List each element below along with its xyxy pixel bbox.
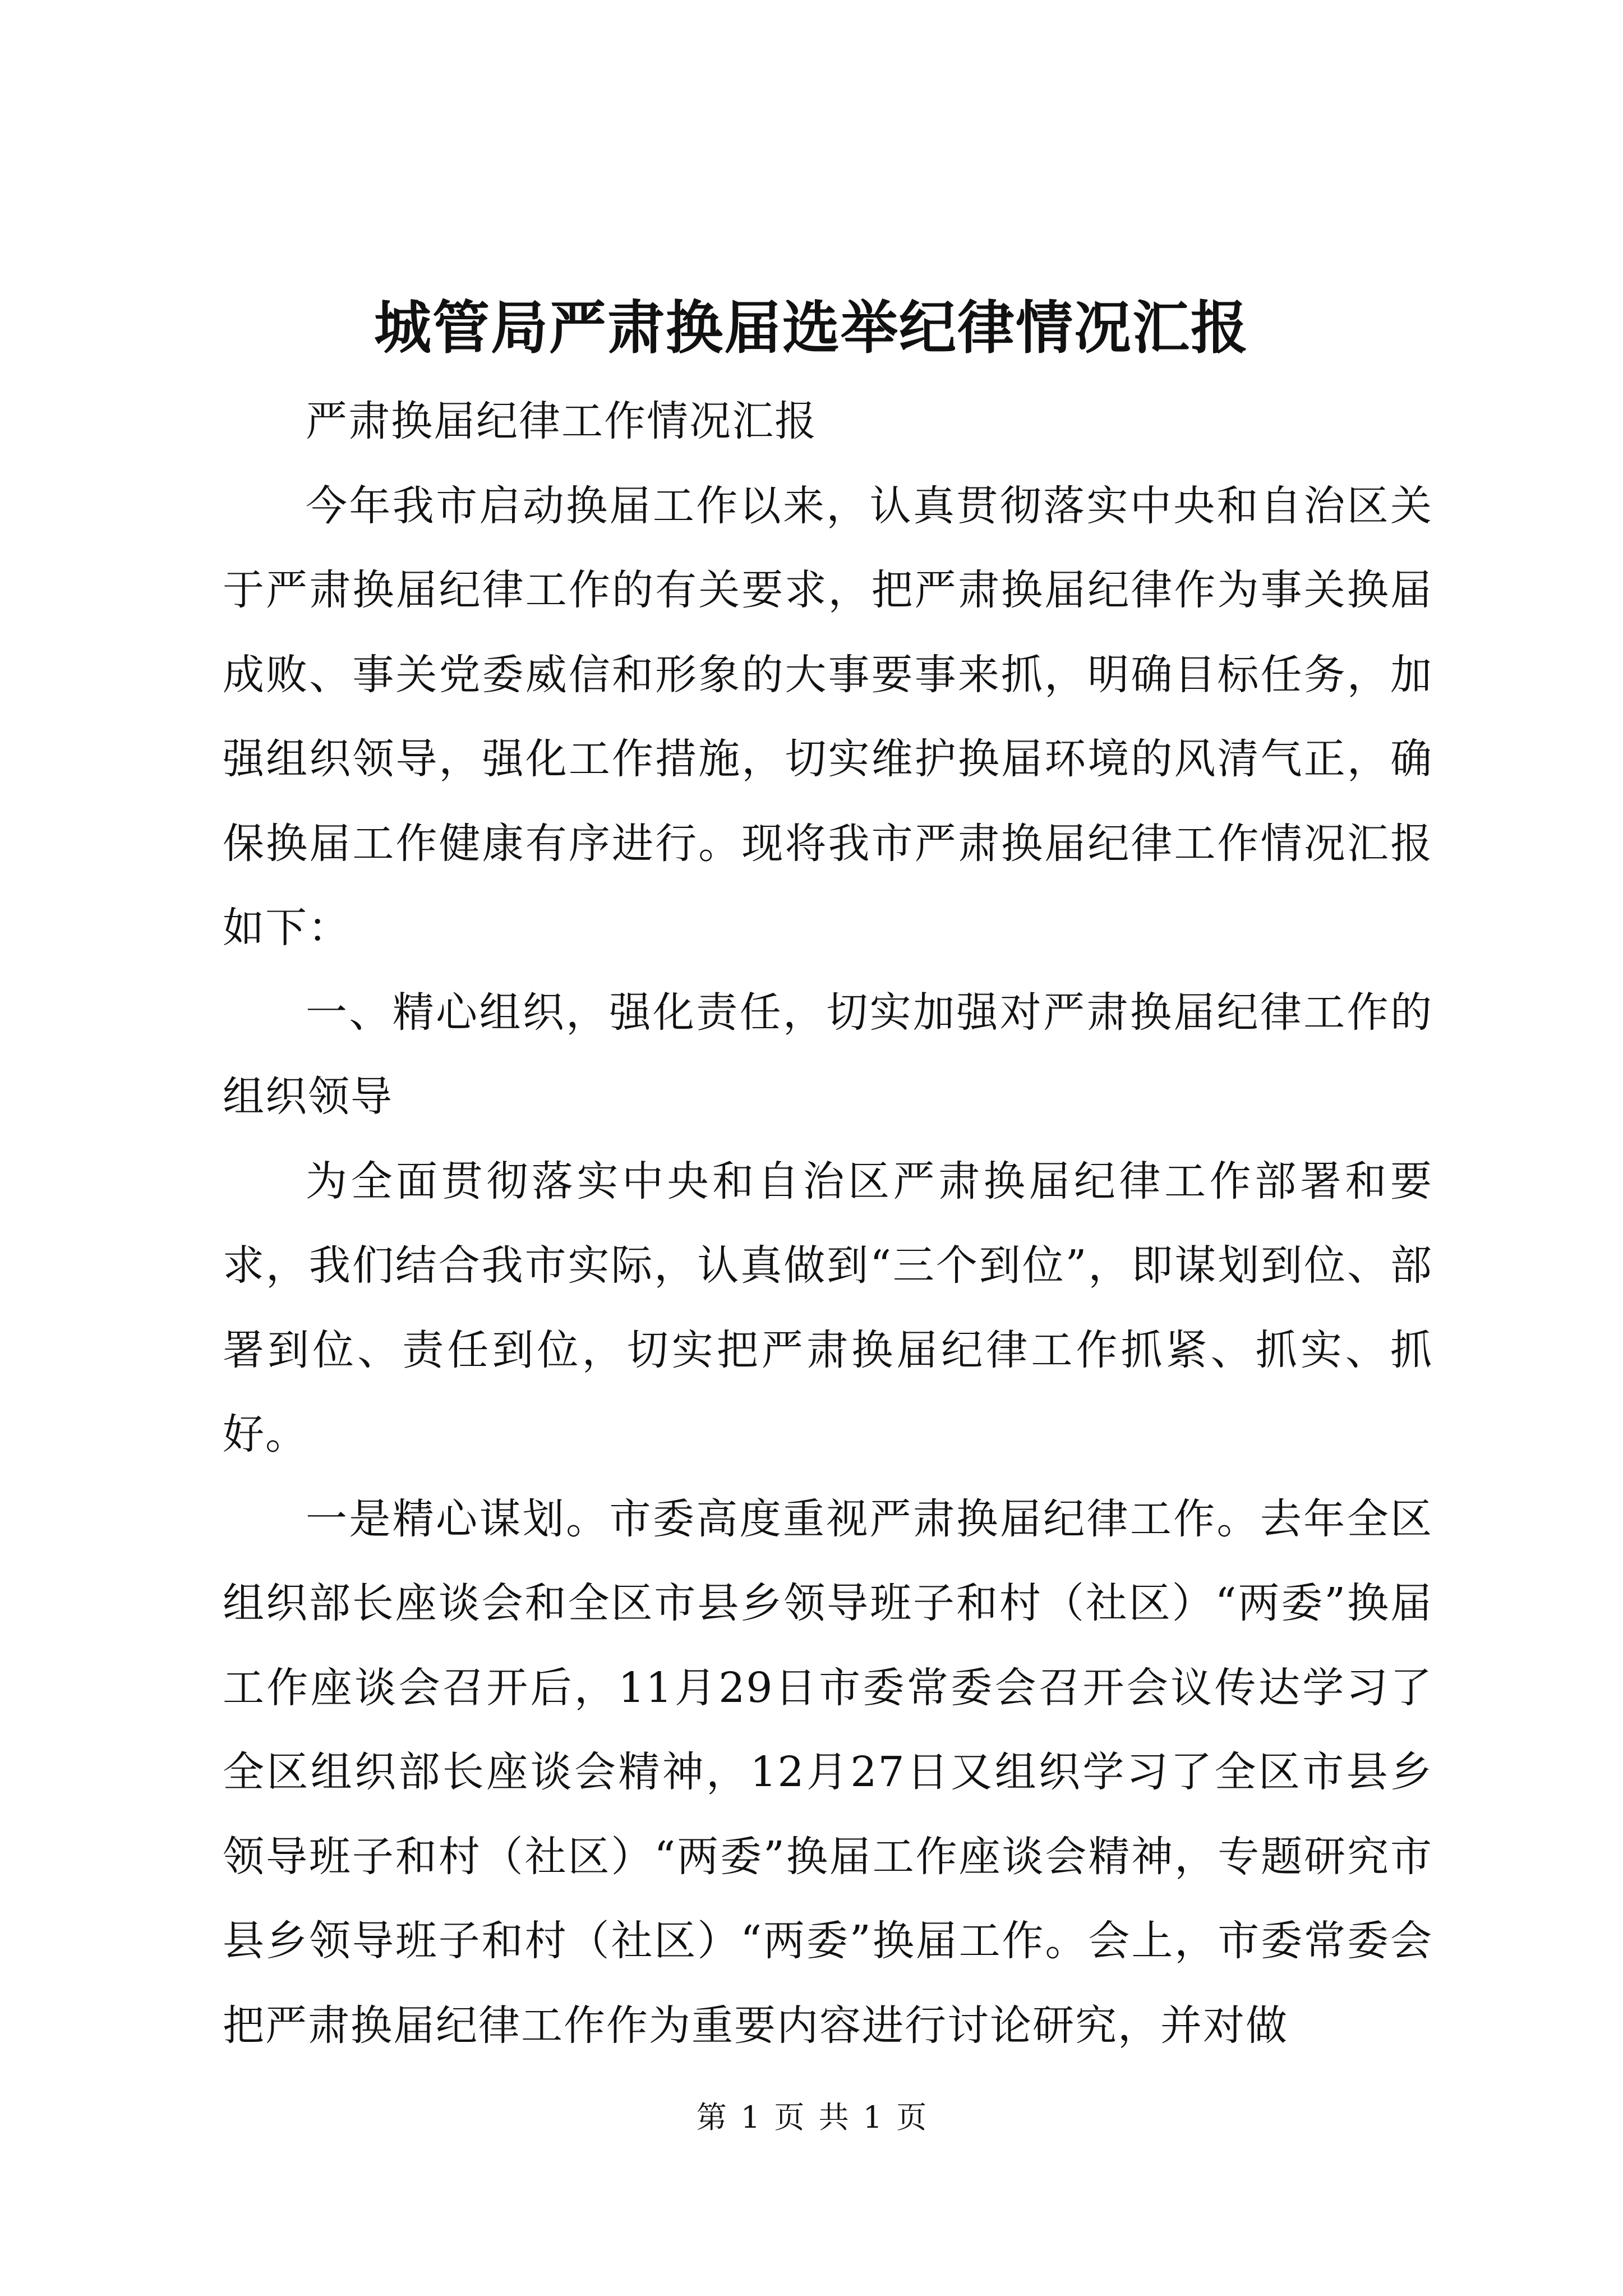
subtitle-paragraph: 严肃换届纪律工作情况汇报 <box>306 397 817 445</box>
document-title: 城管局严肃换届选举纪律情况汇报 <box>374 295 1249 362</box>
intro-paragraph: 今年我市启动换届工作以来，认真贯彻落实中央和自治区关于严肃换届纪律工作的有关要求，把严肃换届纪律作为事关换届成败、事关党委威信和形象的大事要事来抓，明确目标任务，加强组织领导，强化工作措施，切实维护换届环境的风清气正，确保换届工作健康有序进行。现将我市严肃换届纪律工作情况汇报如下： <box>223 481 1433 952</box>
body-paragraph: 一是精心谋划。市委高度重视严肃换届纪律工作。去年全区组织部长座谈会和全区市县乡领导班子和村（社区）“两委”换届工作座谈会召开后，11月29日市委常委会召开会议传达学习了全区组织部长座谈会精神，12月27日又组织学习了全区市县乡领导班子和村（社区）“两委”换届工作座谈会精神，专题研究市县乡领导班子和村（社区）“两委”换届工作。会上，市委常委会把严肃换届纪律工作作为重要内容进行讨论研究，并对做 <box>223 1494 1433 2050</box>
section-heading-paragraph: 一、精心组织，强化责任，切实加强对严肃换届纪律工作的组织领导 <box>223 988 1433 1121</box>
page-footer: 第 1 页 共 1 页 <box>696 2100 927 2135</box>
document-body <box>223 379 1433 2068</box>
body-paragraph: 为全面贯彻落实中央和自治区严肃换届纪律工作部署和要求，我们结合我市实际，认真做到“三个到位”，即谋划到位、部署到位、责任到位，切实把严肃换届纪律工作抓紧、抓实、抓好。 <box>223 1157 1433 1458</box>
